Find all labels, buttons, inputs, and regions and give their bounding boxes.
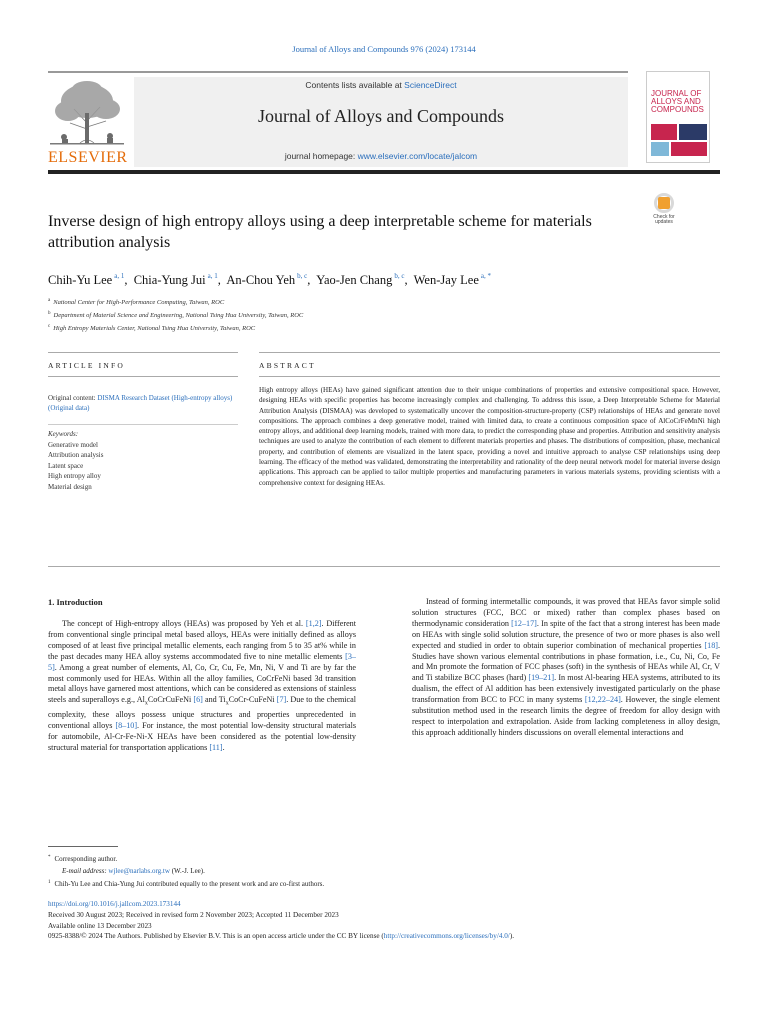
author-affiliation-marker[interactable]: a, * xyxy=(480,272,492,280)
citation-link[interactable]: [8–10] xyxy=(115,720,138,730)
text-run: . xyxy=(222,742,225,752)
author-affiliation-marker[interactable]: b, c xyxy=(297,272,308,280)
cover-title: JOURNAL OF ALLOYS AND COMPOUNDS xyxy=(651,89,704,114)
body-column-left xyxy=(48,619,356,754)
article-info-top-rule xyxy=(48,352,238,353)
text-run: . Studies have shown various elemental contributions in phase formation, i.e., Cu, Ni, Co, Fe and Mn promote the formation of FCC phases (soft) in the synthesis of HEAs while Al, Cr, V and Ti stabilize BCC phases (hard) xyxy=(412,640,720,683)
keywords-rule xyxy=(48,424,238,425)
text-run: . Among a great number of elements, Al, Co, Cr, Cu, Fe, Mn, Ni, V and Ti are by far the most commonly used for HEAs. Within all the alloy families, CoCrFeNi based 3d transition metal alloys have garnered most attentions, which can be considered as extensions of stainless steels and superalloys e.g., Al xyxy=(48,662,356,705)
affiliation-text: Department of Material Science and Engineering, National Tsing Hua University, Taiwan, ROC xyxy=(53,312,304,319)
original-content-label: Original content: xyxy=(48,394,98,402)
footnote-corresponding xyxy=(48,852,720,865)
author-affiliation-marker[interactable]: a, 1 xyxy=(114,272,125,280)
text-run: . In most Al-bearing HEA systems, attributed to its dualism, the effect of Al addition has been extensively investigated particularly on the phase transformation from BCC to FCC in many systems xyxy=(412,673,720,705)
homepage-prefix: journal homepage: xyxy=(284,151,358,161)
footnotes xyxy=(48,852,720,890)
footnote-rule xyxy=(48,846,118,847)
citation-link[interactable]: [3–5] xyxy=(48,651,356,672)
footnote-marker: 1 xyxy=(48,880,51,885)
homepage-line xyxy=(134,151,628,161)
subscript-x: x xyxy=(225,700,229,707)
text-run: . However, the single element substitution method used in the research limits the degree of freedom for alloy design with respect to interpolation and extrapolation. Aside from lacking completeness in alloy design, this approach additionally hinders discussions on overall elemental interactions and xyxy=(412,695,720,737)
affiliation-item xyxy=(48,295,688,308)
author-affiliation-marker[interactable]: a, 1 xyxy=(207,272,218,280)
received-dates: Received 30 August 2023; Received in revised form 2 November 2023; Accepted 11 December 2023 xyxy=(48,910,339,919)
author-name[interactable]: Chia-Yung Jui xyxy=(133,273,206,287)
email-label: E-mail address: xyxy=(62,867,109,875)
abstract-heading: ABSTRACT xyxy=(259,361,316,370)
journal-masthead xyxy=(48,71,720,175)
author-name[interactable]: Wen-Jay Lee xyxy=(413,273,479,287)
keyword-item: Attribution analysis xyxy=(48,451,104,459)
homepage-link[interactable]: www.elsevier.com/locate/jalcom xyxy=(357,151,478,161)
masthead-bottom-rule xyxy=(48,170,720,174)
license-text: ). xyxy=(509,932,515,941)
original-content xyxy=(48,393,238,413)
original-content-link[interactable]: DISMA Research Dataset (High-entropy alloys) (Original data) xyxy=(48,394,233,412)
keyword-item: High entropy alloy xyxy=(48,472,101,480)
author-name[interactable]: Chih-Yu Lee xyxy=(48,273,113,287)
footnote-email xyxy=(48,865,720,877)
footnote-text: Corresponding author. xyxy=(54,855,118,863)
intro-paragraph-1 xyxy=(48,619,356,754)
author-list: Chih-Yu Lee $^{a, 1}$, Chia-Yung Jui $^{a, 1}$, An-Chou Yeh $^{b, c}$, Yao-Jen Chang $^{b, c}$, Wen-Jay Lee $^{a, *}$ xyxy=(48,272,492,287)
affiliation-key: a xyxy=(48,298,51,303)
running-head[interactable]: Journal of Alloys and Compounds 976 (2024) 173144 xyxy=(292,44,476,54)
text-run: . Different from conventional single principal metal based alloys, HEAs were initially defined as alloys composed of at least five principal metallic elements, each ranging from 5 to 35 at% while in the past decades many HEA alloy systems accommodated five to nine metallic elements xyxy=(48,619,356,661)
text-run: and Ti xyxy=(202,695,226,705)
journal-title[interactable]: Journal of Alloys and Compounds xyxy=(258,106,504,126)
journal-cover-thumbnail[interactable] xyxy=(646,71,710,163)
check-updates-label: Check for updates xyxy=(653,214,675,225)
affiliation-text: National Center for High-Performance Computing, Taiwan, ROC xyxy=(53,299,225,306)
affiliation-item xyxy=(48,308,688,321)
keyword-item: Latent space xyxy=(48,461,84,470)
footnote-marker: * xyxy=(48,855,51,860)
affiliation-key: b xyxy=(48,311,51,316)
available-online: Available online 13 December 2023 xyxy=(48,921,152,930)
text-run: . In spite of the fact that a strong interest has been made on HEAs with single solid solution structure, the presence of two or more phases is also well expected and studied in order to obtain superior combination of mechanical properties xyxy=(412,618,721,650)
text-run: CoCr-CuFeNi xyxy=(228,695,277,705)
cover-block-2 xyxy=(679,124,707,140)
footnote-text: Chih-Yu Lee and Chia-Yung Jui contributed equally to the present work and are co-first authors. xyxy=(54,880,325,888)
text-run: . Due to the chemical complexity, these alloys possess unique structures and properties unprecedented in conventional alloys xyxy=(48,695,356,730)
elsevier-tree-icon xyxy=(50,79,124,145)
article-info-under-rule xyxy=(48,376,238,377)
cover-block-1 xyxy=(651,124,677,140)
citation-link[interactable]: [7] xyxy=(276,695,287,705)
author-name[interactable]: An-Chou Yeh xyxy=(226,273,296,287)
text-run: Instead of forming intermetallic compounds, it was proved that HEAs favor simple solid solution structures (FCC, BCC or mixed) rather than complex phases based on thermodynamic consideration xyxy=(412,597,720,628)
author-name[interactable]: Yao-Jen Chang xyxy=(316,273,393,287)
abstract-text: High entropy alloys (HEAs) have gained significant attention due to their unique combinations of properties and extensive compositional space. However, designing HEAs with specific properties has become increasingly complex and challenging. To address this issue, a Deep Interpretable Scheme for Material Attribution Analysis (DISMAA) was developed to systematically uncover the composition-structure-property (CSP) relationships of HEAs and generate novel compositions. The approach combines a deep generative model, trained with limited data, to create a continuous composition space of AlCoCrFeMnNi high entropy alloys, and additional deep learning models, trained with more data, to predict the corresponding phase and properties. Attribution and sensitivity analysis techniques are used to analyze the contribution of each element to different materials properties and phases. The distributions of composition, phase, mechanical property, and contribution of elements are visualized in the latent space, providing a novel and intuitive approach to analyse CSP relationships using deep learning. The efficacy of the method was validated, demonstrating the interpretability and rationality of the deep neural network model for material inverse design applications. This approach can be applied to tailor multiple properties and manufacturing parameters in various materials systems, providing scientists with a comprehensive context for designing HEAs. xyxy=(259,386,720,487)
affiliation-key: c xyxy=(48,324,51,329)
article-title: Inverse design of high entropy alloys using a deep interpretable scheme for materials attribution analysis xyxy=(48,213,592,251)
check-for-updates-badge[interactable] xyxy=(650,193,678,229)
body-column-right xyxy=(412,597,720,739)
license-line xyxy=(48,931,728,942)
publisher-wordmark: ELSEVIER xyxy=(48,149,128,166)
email-link[interactable]: wjlee@narlabs.org.tw xyxy=(108,867,170,875)
affiliation-text: High Entropy Materials Center, National Tsing Hua University, Taiwan, ROC xyxy=(53,325,256,332)
keywords-title: Keywords: xyxy=(48,430,79,438)
text-run: CoCrCuFeNi xyxy=(147,695,194,705)
intro-paragraph-2 xyxy=(412,597,720,739)
abstract-bottom-rule xyxy=(48,566,720,567)
citation-link[interactable]: [6] xyxy=(193,695,203,705)
keyword-item: Generative model xyxy=(48,440,98,449)
publication-info xyxy=(48,899,728,942)
doi-link[interactable]: https://doi.org/10.1016/j.jallcom.2023.173144 xyxy=(48,900,181,908)
citation-link[interactable]: [18] xyxy=(704,640,718,650)
article-info-heading: ARTICLE INFO xyxy=(48,361,125,370)
cover-block-4 xyxy=(671,142,707,156)
text-run: The concept of High-entropy alloys (HEAs) was proposed by Yeh et al. xyxy=(62,619,306,628)
citation-link[interactable]: [19–21] xyxy=(528,673,555,683)
author-affiliation-marker[interactable]: b, c xyxy=(394,272,405,280)
keywords-block xyxy=(48,429,238,492)
footnote-equal-contribution xyxy=(48,877,720,890)
abstract-top-rule xyxy=(259,352,720,353)
cover-block-3 xyxy=(651,142,669,156)
contents-prefix: Contents lists available at xyxy=(305,80,405,90)
section-heading-introduction: 1. Introduction xyxy=(48,597,103,607)
citation-link[interactable]: [1,2] xyxy=(305,619,322,628)
citation-link[interactable]: [12,22–24] xyxy=(584,695,621,705)
journal-band xyxy=(134,77,628,167)
affiliation-list xyxy=(48,295,688,334)
citation-link[interactable]: [12–17] xyxy=(511,618,537,628)
text-run: . For instance, the most potential low-density structural materials for automobile, Al-Cr-Fe-Ni-X HEAs have been considered as the potential low-density structural material for transportation applications xyxy=(48,720,356,752)
citation-link[interactable]: [11] xyxy=(209,742,223,752)
email-suffix: (W.-J. Lee). xyxy=(169,867,205,875)
license-link[interactable]: http://creativecommons.org/licenses/by/4.0/ xyxy=(383,932,510,941)
license-text: 0925-8388/© 2024 The Authors. Published by Elsevier B.V. This is an open access article under the CC BY license ( xyxy=(48,932,384,941)
sciencedirect-link[interactable]: ScienceDirect xyxy=(404,80,457,90)
contents-line xyxy=(134,80,628,90)
affiliation-item xyxy=(48,321,688,334)
check-updates-bookmark-icon xyxy=(658,197,670,209)
masthead-top-rule xyxy=(48,71,628,73)
keyword-item: Material design xyxy=(48,482,92,491)
abstract-under-rule xyxy=(259,376,720,377)
subscript-x: x xyxy=(144,700,148,707)
elsevier-logo[interactable] xyxy=(48,79,126,167)
